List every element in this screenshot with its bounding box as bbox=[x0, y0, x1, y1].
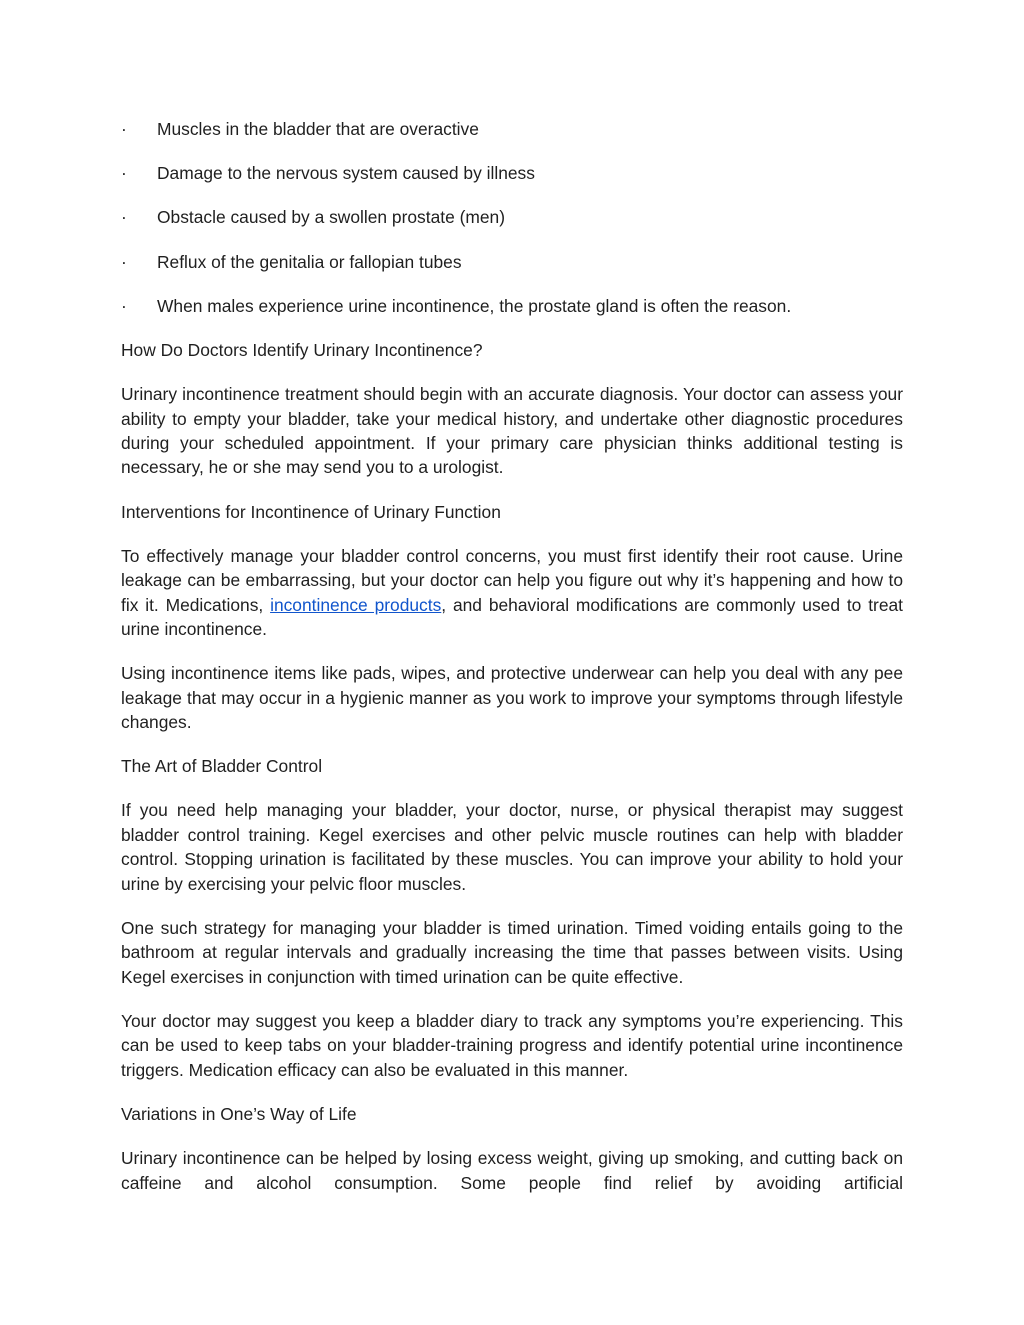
paragraph-bladder-control-2: One such strategy for managing your bladder is timed urination. Timed voiding entails going to the bathroom at regular intervals and gradually increasing the time that passes between visits. Using Kegel exercises in conjunction with timed urination can be quite effective. bbox=[121, 917, 903, 987]
paragraph-interventions-2: Using incontinence items like pads, wipes, and protective underwear can help you deal with any pee leakage that may occur in a hygienic manner as you work to improve your symptoms through lifestyle changes. bbox=[121, 663, 903, 733]
paragraph-lifestyle-1: Urinary incontinence can be helped by losing excess weight, giving up smoking, and cutting back on caffeine and alcohol consumption. Some people find relief by avoiding artificial bbox=[121, 1148, 903, 1193]
bullet-marker: · bbox=[121, 251, 127, 272]
paragraph-text: To effectively manage your bladder control concerns, you must first identify their root cause. Urine leakage can be embarrassing, but your doctor can help you figure out why it’s happening and how to fix it. Medications, bbox=[121, 545, 903, 615]
paragraph-bladder-control-3: Your doctor may suggest you keep a bladder diary to track any symptoms you’re experiencing. This can be used to keep tabs on your bladder-training progress and identify potential urine incontinence triggers. Medication efficacy can also be evaluated in this manner. bbox=[121, 1010, 903, 1080]
incontinence-products-link[interactable]: incontinence products bbox=[270, 594, 442, 615]
list-item bbox=[121, 294, 903, 318]
paragraph-identify: Urinary incontinence treatment should begin with an accurate diagnosis. Your doctor can assess your ability to empty your bladder, take your medical history, and undertake other diagnostic procedures during your scheduled appointment. If your primary care physician thinks additional testing is necessary, he or she may send you to a urologist. bbox=[121, 384, 903, 478]
cause-list bbox=[121, 117, 903, 318]
list-item-text: Muscles in the bladder that are overactive bbox=[157, 119, 479, 139]
bullet-marker: · bbox=[121, 207, 127, 228]
list-item bbox=[121, 117, 903, 141]
bullet-marker: · bbox=[121, 163, 127, 184]
list-item bbox=[121, 161, 903, 185]
bullet-marker: · bbox=[121, 295, 127, 316]
list-item-text: When males experience urine incontinence, the prostate gland is often the reason. bbox=[157, 295, 792, 316]
document-page bbox=[121, 117, 903, 1215]
list-item-text: Obstacle caused by a swollen prostate (men) bbox=[157, 207, 505, 228]
bullet-marker: · bbox=[121, 119, 127, 139]
list-item-text: Damage to the nervous system caused by illness bbox=[157, 163, 535, 184]
list-item bbox=[121, 250, 903, 274]
section-heading-bladder-control: The Art of Bladder Control bbox=[121, 756, 323, 777]
paragraph-bladder-control-1: If you need help managing your bladder, your doctor, nurse, or physical therapist may suggest bladder control training. Kegel exercises and other pelvic muscle routines can help with bladder control. Stopping urination is facilitated by these muscles. You can improve your ability to hold your urine by exercising your pelvic floor muscles. bbox=[121, 800, 903, 894]
paragraph-text: , and behavioral modifications are commonly used to treat urine incontinence. bbox=[121, 594, 903, 640]
section-heading-lifestyle: Variations in One’s Way of Life bbox=[121, 1103, 357, 1124]
list-item bbox=[121, 205, 903, 229]
section-heading-interventions: Interventions for Incontinence of Urinary Function bbox=[121, 501, 501, 522]
section-heading-identify: How Do Doctors Identify Urinary Incontinence? bbox=[121, 340, 483, 361]
list-item-text: Reflux of the genitalia or fallopian tubes bbox=[157, 251, 462, 272]
paragraph-interventions-1 bbox=[121, 544, 903, 642]
